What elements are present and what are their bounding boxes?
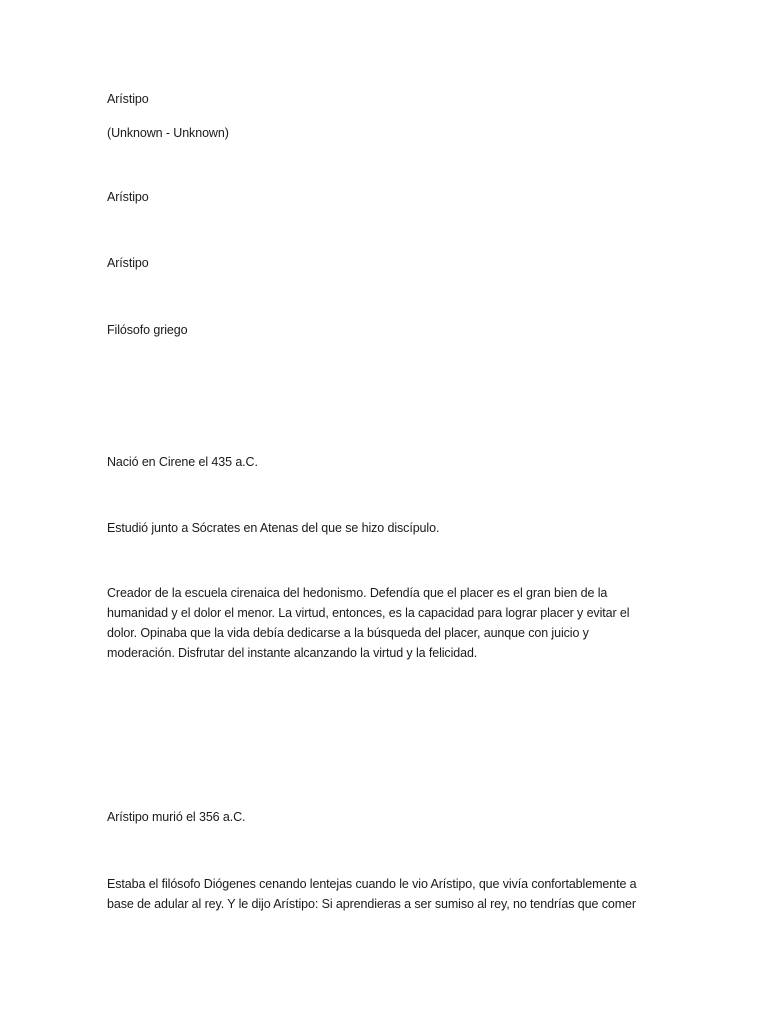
- anecdote-paragraph: Estaba el filósofo Diógenes cenando lentejas cuando le vio Arístipo, que vivía confortablemente a base de adular al rey. Y le dijo Arístipo: Si aprendieras a ser sumiso al rey, no tendrías que comer: [107, 877, 637, 911]
- birth-paragraph: Nació en Cirene el 435 a.C.: [107, 455, 258, 469]
- subtitle: Filósofo griego: [107, 323, 188, 337]
- heading-1: Arístipo: [107, 190, 149, 204]
- document-dates: (Unknown - Unknown): [107, 126, 229, 140]
- document-title: Arístipo: [107, 92, 149, 106]
- philosophy-paragraph: Creador de la escuela cirenaica del hedonismo. Defendía que el placer es el gran bien de la humanidad y el dolor el menor. La virtud, entonces, es la capacidad para lograr placer y evitar el dolor. Opinaba que la vida debía dedicarse a la búsqueda del placer, aunque con juicio y moderación. Disfrutar del instante alcanzando la virtud y la felicidad.: [107, 586, 630, 660]
- death-paragraph: Arístipo murió el 356 a.C.: [107, 810, 246, 824]
- heading-2: Arístipo: [107, 256, 149, 270]
- studies-paragraph: Estudió junto a Sócrates en Atenas del que se hizo discípulo.: [107, 521, 440, 535]
